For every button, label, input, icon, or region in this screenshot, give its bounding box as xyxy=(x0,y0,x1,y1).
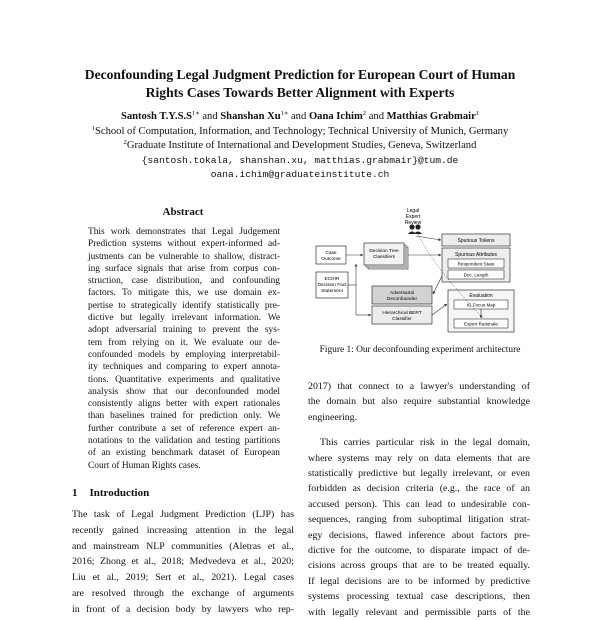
affiliation-2 xyxy=(40,139,560,154)
abstract-line: tem from relying on it. We evaluate our de- xyxy=(88,337,280,348)
spurious-tokens-label: Spurious Tokens xyxy=(457,238,495,244)
hierarchical-label-2: Classifier xyxy=(392,317,412,322)
abstract-line: notations to the validation and testing partitions xyxy=(88,436,280,447)
section-title: Introduction xyxy=(89,487,150,499)
introduction-body xyxy=(72,507,294,618)
author-3: Oana Ichim xyxy=(308,111,363,122)
decision-tree-label-2: Classifiers xyxy=(372,255,396,260)
abstract-line: consistently aligns better with expert rationales xyxy=(88,399,280,410)
affiliation-1-text: School of Computation, Information, and Technology; Technical University of Munich, Germany xyxy=(94,125,509,137)
intro-line: recently gained increasing attention in the legal xyxy=(72,524,294,536)
echr-label-1: ECtHR xyxy=(324,277,340,282)
decision-tree-label-1: Decision Tree xyxy=(369,249,399,254)
right-para2-line: This carries particular risk in the legal domain, xyxy=(320,437,530,449)
right-para2-line: with legally relevant and permissible parts of the xyxy=(308,606,530,618)
introduction-heading xyxy=(72,487,149,499)
right-para2-line: dictive for the outcome, to disparate impact of de- xyxy=(308,545,530,557)
architecture-diagram xyxy=(308,206,528,338)
right-para1-line: 2017) that connect to a lawyer's understanding of xyxy=(308,381,530,392)
email-line-1: {santosh.tokala, shanshan.xu, matthias.grabmair}@tum.de xyxy=(141,154,459,166)
ig-focus-map-label: IG Focus Map xyxy=(466,302,496,308)
respondent-state-label: Respondent State xyxy=(457,261,495,267)
abstract-line: justments can be vulnerable to shallow, distract- xyxy=(88,251,280,262)
right-column-body xyxy=(308,379,530,620)
affiliation-1 xyxy=(40,125,560,140)
right-para2-line: where systems may rely on data elements that are xyxy=(308,452,530,464)
abstract-line: ity techniques and comparing to expert annota- xyxy=(88,362,280,373)
author-2: Shanshan Xu xyxy=(220,111,281,122)
case-outcome-label-2: Outcome xyxy=(321,257,341,262)
abstract-line: factors. To mitigate this, we use domain ex- xyxy=(88,288,280,299)
spurious-attributes-label: Spurious Attributes xyxy=(455,252,497,258)
abstract-line: ing surface signals that arise from corpus con- xyxy=(88,263,280,274)
abstract-line: of an existing benchmark dataset of European xyxy=(88,448,280,459)
email-line-2: oana.ichim@graduateinstitute.ch xyxy=(210,169,390,180)
affiliation-2-text: Graduate Institute of International and Development Studies, Geneva, Switzerland xyxy=(126,140,477,151)
right-para1-line: the domain but also require substantial knowledge xyxy=(308,396,530,408)
author-4-sup: 1 xyxy=(475,110,480,117)
abstract-heading: Abstract xyxy=(162,206,204,218)
intro-line: in front of a decision body by lawyers who rep- xyxy=(72,603,294,615)
and-2: and xyxy=(290,111,307,122)
right-para2-line: statistically predictive but legally irrelevant, or even xyxy=(308,468,530,480)
architecture-figure xyxy=(308,206,528,338)
title-line-1: Deconfounding Legal Judgment Prediction for European Court of Human xyxy=(84,67,516,82)
right-para2-line: forbidden as decision criteria (e.g., the race of an xyxy=(308,483,530,495)
abstract-line: struction, case distribution, and confounding xyxy=(88,276,280,287)
abstract-line: adopt adversarial training to prevent the sys- xyxy=(88,325,280,336)
abstract-line: Prediction systems without expert-informed ad- xyxy=(88,239,280,250)
title-line-2: Rights Cases Towards Better Alignment with Experts xyxy=(145,85,455,100)
echr-label-2: Decision Fact xyxy=(317,283,347,288)
author-1: Santosh T.Y.S.S xyxy=(120,111,192,122)
intro-line: Liu et al., 2019; Sert et al., 2021). Legal cases xyxy=(72,572,294,584)
echr-label-3: Statement xyxy=(321,289,343,294)
author-1-sup: 1∗ xyxy=(192,110,200,117)
author-4: Matthias Grabmair xyxy=(386,111,476,122)
author-3-sup: 2 xyxy=(362,110,367,117)
abstract-line: analysis show that our deconfounded model xyxy=(88,386,280,397)
intro-line: and mainstream NLP communities (Aletras et al., xyxy=(72,540,294,552)
abstract-line: than baselines trained for prediction only. We xyxy=(88,411,280,422)
author-block xyxy=(40,110,560,183)
and-3: and xyxy=(368,111,384,122)
abstract-line: pertise to strategically identify statistically pre- xyxy=(88,300,280,311)
adversarial-label-2: Deconfounder xyxy=(386,297,418,302)
decision-tree-box xyxy=(364,243,404,265)
doc-length-label: Doc. Length xyxy=(463,272,489,278)
intro-line: The task of Legal Judgment Prediction (LJP) has xyxy=(72,509,294,520)
section-number: 1 xyxy=(72,487,78,499)
and-1: and xyxy=(202,111,218,122)
right-para2-line: sequences, ranging from suboptimal litigation strat- xyxy=(308,514,530,526)
abstract-line: confounded models by employing interpretabil- xyxy=(88,349,280,360)
affiliation-1-sup: 1 xyxy=(91,124,95,132)
paper-title xyxy=(40,66,560,102)
expert-label-1: Legal xyxy=(406,208,420,214)
author-2-sup: 1∗ xyxy=(280,110,289,117)
abstract-line: This work demonstrates that Legal Judgement xyxy=(88,227,280,237)
abstract-line: Court of Human Rights cases. xyxy=(88,460,201,471)
right-para2-line: If legal decisions are to be informed by predictive xyxy=(308,575,530,587)
abstract-line: dictive but legally irrelevant information. We xyxy=(88,313,280,324)
hierarchical-label-1: Hierarchical BERT xyxy=(382,311,422,316)
case-outcome-label-1: Case xyxy=(325,251,337,256)
abstract-line: tions. Quantitative experiments and qualitative xyxy=(88,374,280,385)
abstract-body xyxy=(88,226,280,472)
figure-caption: Figure 1: Our deconfounding experiment architecture xyxy=(319,345,521,355)
author-names xyxy=(40,110,560,125)
right-para1-line: engineering. xyxy=(308,411,358,423)
adversarial-label-1: Adversarial xyxy=(390,291,414,296)
intro-line: are resolved through the exchange of arguments xyxy=(72,587,294,599)
expert-label-2: Expert xyxy=(405,214,421,220)
right-para2-line: cisions across groups that are to be treated equally. xyxy=(308,560,530,572)
right-para2-line: accused person). This can lead to undesirable con- xyxy=(308,498,530,510)
right-para2-line: egy decisions, flawed inference about factors pre- xyxy=(308,529,530,541)
expert-rationale-label: Expert Rationale xyxy=(464,321,498,327)
intro-line: 2016; Zhong et al., 2018; Medvedeva et al., 2020; xyxy=(72,556,294,568)
expert-label-3: Review xyxy=(404,220,422,226)
evaluation-label: Evaluation xyxy=(469,293,493,299)
right-para2-line: systems processing textual case descriptions, then xyxy=(308,591,530,603)
affiliation-2-sup: 2 xyxy=(123,139,127,146)
abstract-line: further contribute a set of reference expert an- xyxy=(88,423,280,434)
